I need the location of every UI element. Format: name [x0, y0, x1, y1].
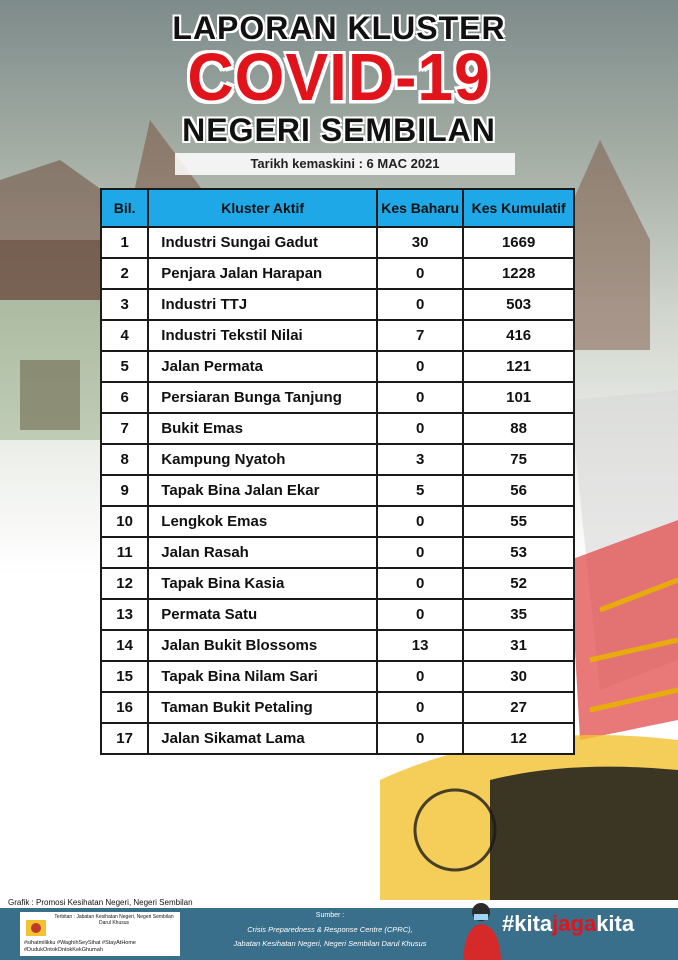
ministry-logo-icon	[24, 918, 48, 938]
cell-bil: 13	[101, 599, 148, 630]
campaign-hashtags: #sihatmilikku #WaghihSeySihat #StayAtHome #DudukOntokOntokKekGhumah	[24, 940, 136, 953]
cell-bil: 8	[101, 444, 148, 475]
cell-kluster: Industri Sungai Gadut	[148, 227, 377, 258]
cell-bil: 10	[101, 506, 148, 537]
table-row	[101, 444, 574, 475]
table-row	[101, 692, 574, 723]
kitajagakita-hashtag	[502, 911, 634, 937]
cell-kes-baharu: 0	[377, 661, 463, 692]
update-date: Tarikh kemaskini : 6 MAC 2021	[175, 153, 515, 175]
cell-bil: 1	[101, 227, 148, 258]
cell-kes-kumulatif: 27	[463, 692, 574, 723]
hashtag-jaga: jaga	[552, 911, 597, 936]
hashtag-kita-2: kita	[596, 911, 635, 936]
cell-kes-baharu: 0	[377, 382, 463, 413]
cell-kes-kumulatif: 121	[463, 351, 574, 382]
table-row	[101, 506, 574, 537]
cell-bil: 11	[101, 537, 148, 568]
cell-kes-kumulatif: 1228	[463, 258, 574, 289]
source-title: Sumber :	[315, 912, 345, 919]
cell-kes-baharu: 0	[377, 599, 463, 630]
cell-kes-kumulatif: 416	[463, 320, 574, 351]
cluster-table	[100, 188, 575, 755]
cell-kes-kumulatif: 52	[463, 568, 574, 599]
cell-bil: 2	[101, 258, 148, 289]
cell-kes-kumulatif: 31	[463, 630, 574, 661]
cell-kes-baharu: 13	[377, 630, 463, 661]
cell-bil: 17	[101, 723, 148, 754]
cell-kluster: Persiaran Bunga Tanjung	[148, 382, 377, 413]
cell-kes-baharu: 0	[377, 537, 463, 568]
cell-kes-kumulatif: 56	[463, 475, 574, 506]
cell-kluster: Tapak Bina Kasia	[148, 568, 377, 599]
cell-kluster: Taman Bukit Petaling	[148, 692, 377, 723]
table-row	[101, 537, 574, 568]
cell-kes-kumulatif: 30	[463, 661, 574, 692]
cell-kes-baharu: 0	[377, 289, 463, 320]
cell-kes-kumulatif: 503	[463, 289, 574, 320]
cell-kes-kumulatif: 1669	[463, 227, 574, 258]
cell-bil: 15	[101, 661, 148, 692]
hashtag-kita-1: #kita	[502, 911, 553, 936]
cell-kes-baharu: 0	[377, 506, 463, 537]
table-row	[101, 351, 574, 382]
table-row	[101, 630, 574, 661]
cell-kluster: Kampung Nyatoh	[148, 444, 377, 475]
cell-kluster: Tapak Bina Nilam Sari	[148, 661, 377, 692]
table-row	[101, 475, 574, 506]
cell-kluster: Lengkok Emas	[148, 506, 377, 537]
cell-kes-kumulatif: 12	[463, 723, 574, 754]
cell-kes-baharu: 30	[377, 227, 463, 258]
col-bil: Bil.	[101, 189, 148, 227]
cell-bil: 4	[101, 320, 148, 351]
cell-kluster: Jalan Permata	[148, 351, 377, 382]
cell-kes-kumulatif: 35	[463, 599, 574, 630]
cell-kluster: Bukit Emas	[148, 413, 377, 444]
cell-bil: 9	[101, 475, 148, 506]
col-kes-baharu: Kes Baharu	[377, 189, 463, 227]
cell-kes-baharu: 7	[377, 320, 463, 351]
cell-kluster: Jalan Sikamat Lama	[148, 723, 377, 754]
cell-bil: 3	[101, 289, 148, 320]
cell-kes-kumulatif: 88	[463, 413, 574, 444]
table-row	[101, 661, 574, 692]
table-row	[101, 258, 574, 289]
cell-bil: 6	[101, 382, 148, 413]
person-with-mask-icon	[455, 898, 505, 960]
cell-kluster: Jalan Bukit Blossoms	[148, 630, 377, 661]
cell-kluster: Penjara Jalan Harapan	[148, 258, 377, 289]
table-row	[101, 289, 574, 320]
cell-kes-kumulatif: 75	[463, 444, 574, 475]
title-state: NEGERI SEMBILAN	[182, 112, 496, 148]
cell-bil: 12	[101, 568, 148, 599]
title-covid: COVID-19	[187, 39, 491, 115]
cell-kes-baharu: 0	[377, 351, 463, 382]
cell-kluster: Industri Tekstil Nilai	[148, 320, 377, 351]
cell-kes-kumulatif: 53	[463, 537, 574, 568]
table-row	[101, 227, 574, 258]
cell-kes-baharu: 0	[377, 692, 463, 723]
title-line-1: LAPORAN KLUSTER	[172, 10, 506, 46]
cell-bil: 14	[101, 630, 148, 661]
publisher-text: Terbitan : Jabatan Kesihatan Negeri, Negeri Sembilan Darul Khusus	[54, 914, 174, 926]
table-row	[101, 413, 574, 444]
cell-bil: 7	[101, 413, 148, 444]
table-row	[101, 320, 574, 351]
table-row	[101, 723, 574, 754]
cell-bil: 5	[101, 351, 148, 382]
cell-kes-baharu: 5	[377, 475, 463, 506]
cell-kes-kumulatif: 101	[463, 382, 574, 413]
cell-kluster: Jalan Rasah	[148, 537, 377, 568]
table-row	[101, 568, 574, 599]
col-kluster: Kluster Aktif	[148, 189, 377, 227]
cell-kes-baharu: 0	[377, 258, 463, 289]
cell-kes-baharu: 0	[377, 723, 463, 754]
table-row	[101, 382, 574, 413]
cell-kluster: Tapak Bina Jalan Ekar	[148, 475, 377, 506]
source-line-2: Jabatan Kesihatan Negeri, Negeri Sembilan Darul Khusus	[233, 939, 427, 948]
source-line-1: Crisis Preparedness & Response Centre (CPRC),	[247, 925, 413, 934]
cell-bil: 16	[101, 692, 148, 723]
col-kes-kumulatif: Kes Kumulatif	[463, 189, 574, 227]
cell-kes-kumulatif: 55	[463, 506, 574, 537]
cell-kluster: Industri TTJ	[148, 289, 377, 320]
cell-kes-baharu: 0	[377, 413, 463, 444]
table-row	[101, 599, 574, 630]
cell-kluster: Permata Satu	[148, 599, 377, 630]
cell-kes-baharu: 3	[377, 444, 463, 475]
cell-kes-baharu: 0	[377, 568, 463, 599]
graphic-credit: Grafik : Promosi Kesihatan Negeri, Negeri Sembilan	[8, 898, 193, 907]
table-header-row	[101, 189, 574, 227]
